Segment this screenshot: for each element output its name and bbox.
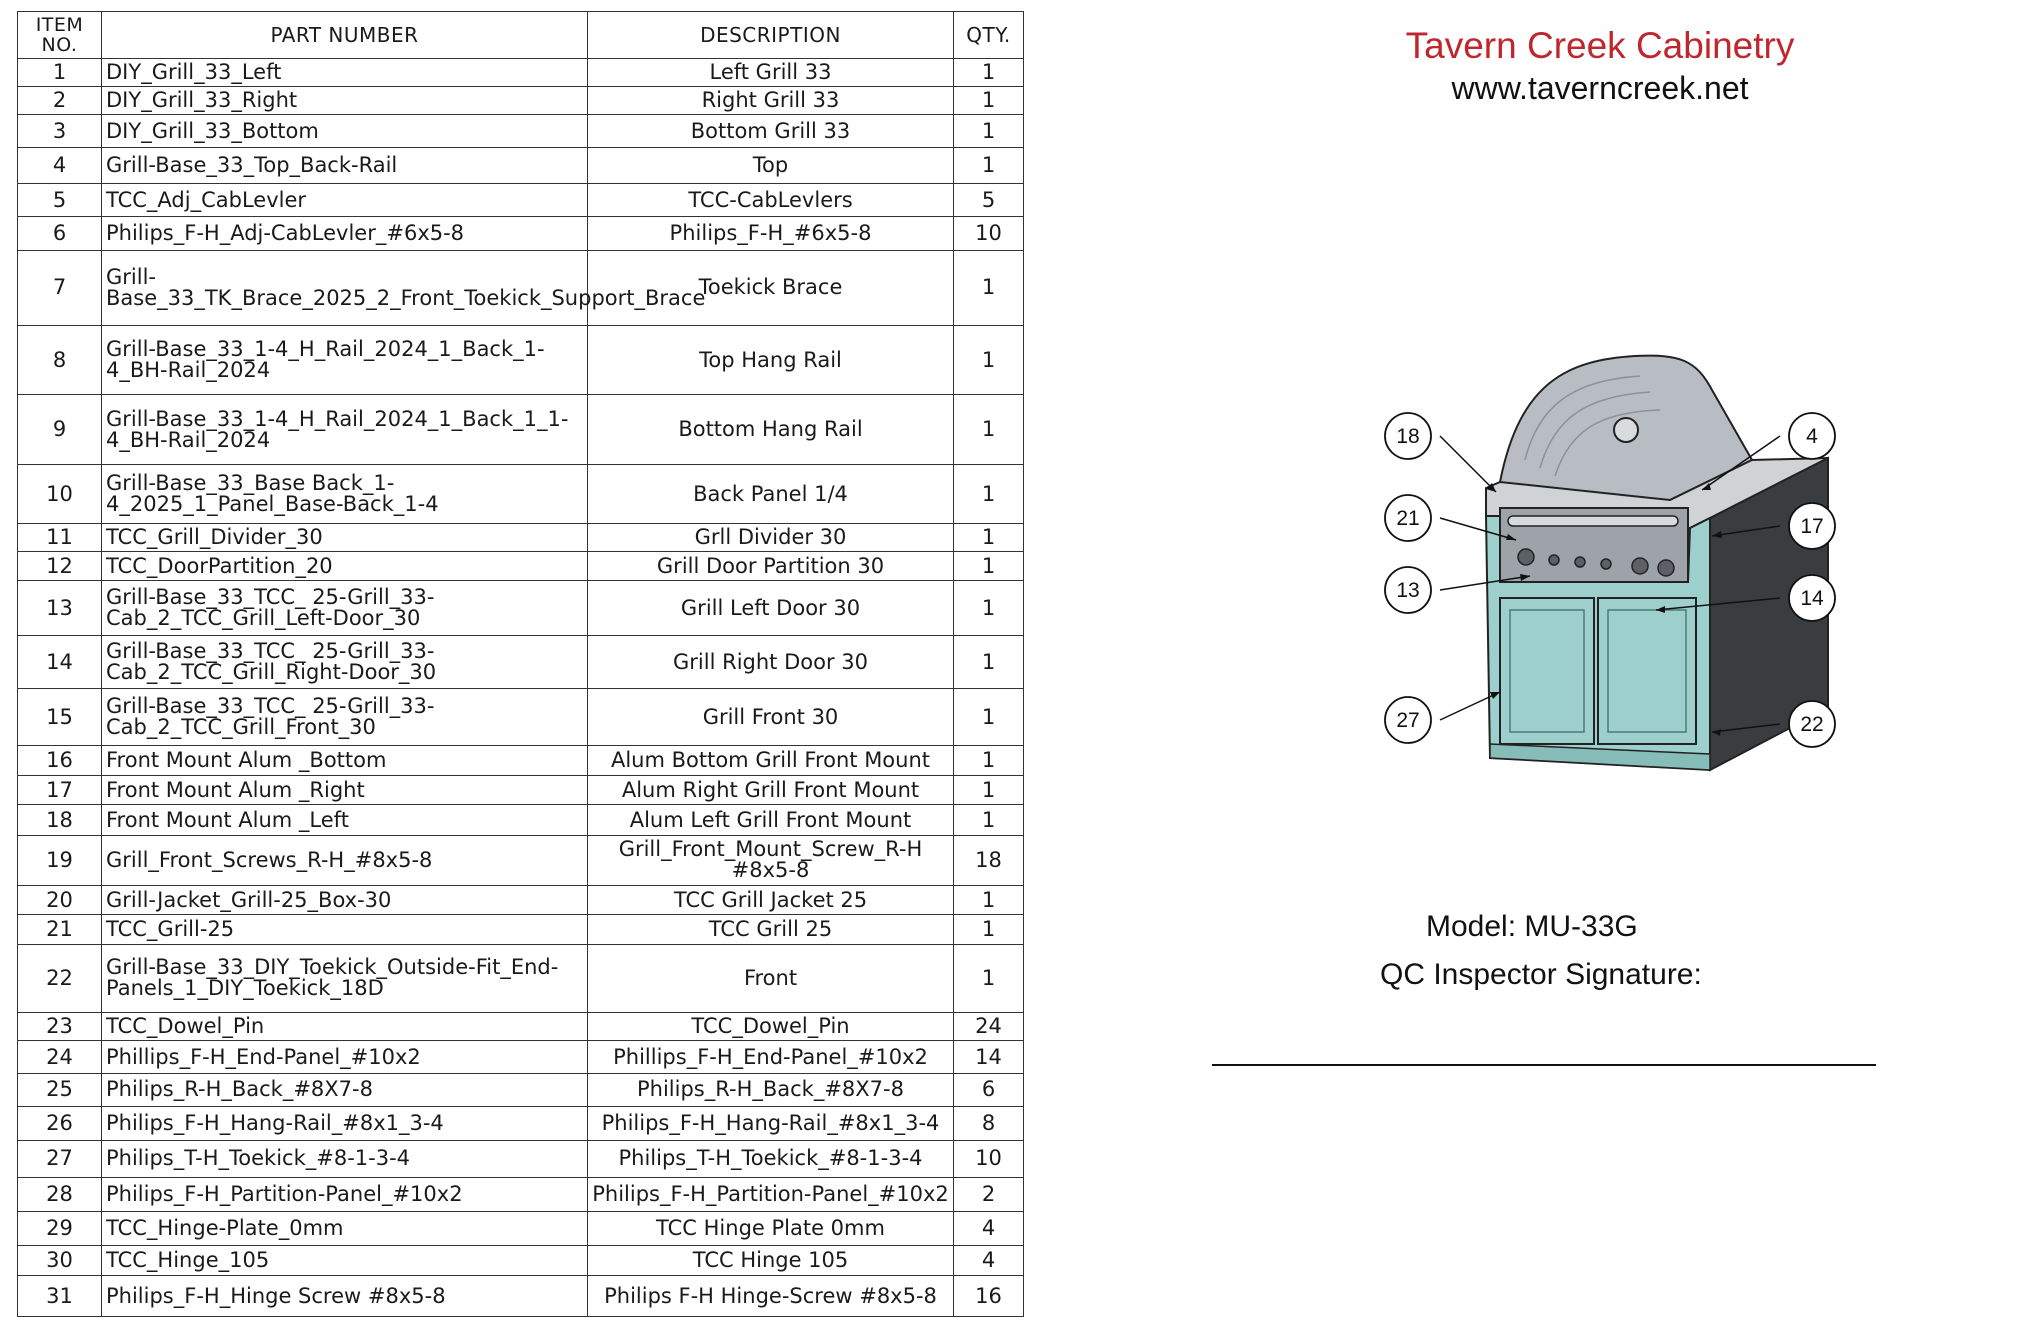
table-row — [18, 552, 1024, 581]
item-no-cell: 24 — [18, 1041, 102, 1073]
table-row — [18, 1141, 1024, 1177]
item-no-cell: 15 — [18, 689, 102, 745]
description-cell: Right Grill 33 — [588, 87, 954, 115]
signature-line — [1212, 1064, 1876, 1066]
table-row — [18, 1041, 1024, 1073]
table-row — [18, 835, 1024, 885]
item-no-cell: 29 — [18, 1211, 102, 1245]
table-row — [18, 1013, 1024, 1041]
table-row — [18, 1276, 1024, 1317]
company-website: www.taverncreek.net — [1451, 70, 1749, 106]
item-no-cell: 18 — [18, 805, 102, 835]
item-no-cell: 7 — [18, 250, 102, 326]
part-number-cell: Grill-Base_33_Base Back_1-4_2025_1_Panel_Base-Back_1-4 — [102, 465, 588, 524]
part-number-cell: Philips_F-H_Hinge Screw #8x5-8 — [102, 1276, 588, 1317]
qty-cell: 1 — [954, 886, 1024, 915]
qty-cell: 1 — [954, 250, 1024, 326]
item-no-cell: 20 — [18, 886, 102, 915]
part-number-cell: Philips_F-H_Hang-Rail_#8x1_3-4 — [102, 1106, 588, 1140]
description-cell: Grill Left Door 30 — [588, 581, 954, 635]
item-no-cell: 25 — [18, 1073, 102, 1106]
qty-cell: 1 — [954, 689, 1024, 745]
item-no-cell: 27 — [18, 1141, 102, 1177]
part-number-cell: Grill-Base_33_TCC_ 25-Grill_33-Cab_2_TCC_Grill_Left-Door_30 — [102, 581, 588, 635]
table-row — [18, 745, 1024, 775]
part-number-cell: TCC_Grill-25 — [102, 915, 588, 944]
header-item-no: ITEM NO. — [18, 12, 102, 59]
item-no-cell: 3 — [18, 115, 102, 147]
left-door — [1500, 598, 1594, 744]
item-no-cell: 26 — [18, 1106, 102, 1140]
item-no-cell: 9 — [18, 394, 102, 465]
grill-cabinet-drawing — [1340, 340, 1940, 800]
part-number-cell: Grill-Base_33_DIY_Toekick_Outside-Fit_End-Panels_1_DIY_Toekick_18D — [102, 944, 588, 1013]
table-header-row — [18, 12, 1024, 59]
item-no-cell: 10 — [18, 465, 102, 524]
part-number-cell: Philips_T-H_Toekick_#8-1-3-4 — [102, 1141, 588, 1177]
qty-cell: 1 — [954, 776, 1024, 805]
qty-cell: 1 — [954, 465, 1024, 524]
part-number-cell: TCC_Grill_Divider_30 — [102, 523, 588, 551]
qty-cell: 10 — [954, 217, 1024, 250]
table-row — [18, 217, 1024, 250]
table-row — [18, 87, 1024, 115]
part-number-cell: Grill-Base_33_1-4_H_Rail_2024_1_Back_1_1-4_BH-Rail_2024 — [102, 394, 588, 465]
description-cell: Bottom Hang Rail — [588, 394, 954, 465]
qty-cell: 5 — [954, 184, 1024, 217]
item-no-cell: 6 — [18, 217, 102, 250]
part-number-cell: Front Mount Alum _Bottom — [102, 745, 588, 775]
table-row — [18, 776, 1024, 805]
qty-cell: 14 — [954, 1041, 1024, 1073]
table-row — [18, 1211, 1024, 1245]
item-no-cell: 23 — [18, 1013, 102, 1041]
description-cell: Alum Right Grill Front Mount — [588, 776, 954, 805]
header-part-number: PART NUMBER — [102, 12, 588, 59]
item-no-cell: 19 — [18, 835, 102, 885]
callout-number: 13 — [1396, 579, 1420, 602]
part-number-cell: Front Mount Alum _Right — [102, 776, 588, 805]
qty-cell: 1 — [954, 523, 1024, 551]
table-row — [18, 523, 1024, 551]
description-cell: Philips F-H Hinge-Screw #8x5-8 — [588, 1276, 954, 1317]
qty-cell: 1 — [954, 581, 1024, 635]
description-cell: Phillips_F-H_End-Panel_#10x2 — [588, 1041, 954, 1073]
item-no-cell: 12 — [18, 552, 102, 581]
item-no-cell: 11 — [18, 523, 102, 551]
part-number-cell: Grill-Base_33_TCC_ 25-Grill_33-Cab_2_TCC_Grill_Right-Door_30 — [102, 635, 588, 688]
header-qty: QTY. — [954, 12, 1024, 59]
qty-cell: 6 — [954, 1073, 1024, 1106]
description-cell: Philips_F-H_#6x5-8 — [588, 217, 954, 250]
part-number-cell: Philips_F-H_Partition-Panel_#10x2 — [102, 1177, 588, 1211]
callout-number: 18 — [1396, 425, 1420, 448]
callout-number: 22 — [1800, 713, 1824, 736]
item-no-cell: 1 — [18, 59, 102, 87]
qty-cell: 1 — [954, 59, 1024, 87]
part-number-cell: Grill-Jacket_Grill-25_Box-30 — [102, 886, 588, 915]
description-cell: Grill Front 30 — [588, 689, 954, 745]
part-number-cell: Philips_R-H_Back_#8X7-8 — [102, 1073, 588, 1106]
qty-cell: 8 — [954, 1106, 1024, 1140]
part-number-cell: Grill-Base_33_TK_Brace_2025_2_Front_Toekick_Support_Brace — [102, 250, 588, 326]
item-no-cell: 17 — [18, 776, 102, 805]
qty-cell: 1 — [954, 915, 1024, 944]
description-cell: TCC-CabLevlers — [588, 184, 954, 217]
description-cell: Front — [588, 944, 954, 1013]
qty-cell: 1 — [954, 147, 1024, 183]
table-row — [18, 250, 1024, 326]
item-no-cell: 5 — [18, 184, 102, 217]
right-door — [1598, 598, 1696, 744]
qty-cell: 1 — [954, 944, 1024, 1013]
part-number-cell: TCC_DoorPartition_20 — [102, 552, 588, 581]
table-row — [18, 1246, 1024, 1276]
item-no-cell: 28 — [18, 1177, 102, 1211]
description-cell: Toekick Brace — [588, 250, 954, 326]
callout-number: 21 — [1396, 507, 1420, 530]
table-row — [18, 635, 1024, 688]
description-cell: Alum Bottom Grill Front Mount — [588, 745, 954, 775]
company-name: Tavern Creek Cabinetry — [1405, 25, 1795, 66]
table-row — [18, 465, 1024, 524]
qty-cell: 10 — [954, 1141, 1024, 1177]
table-row — [18, 1073, 1024, 1106]
qc-inspector-label: QC Inspector Signature: — [1380, 958, 1702, 991]
qty-cell: 1 — [954, 87, 1024, 115]
part-number-cell: TCC_Adj_CabLevler — [102, 184, 588, 217]
part-number-cell: DIY_Grill_33_Right — [102, 87, 588, 115]
description-cell: Philips_F-H_Partition-Panel_#10x2 — [588, 1177, 954, 1211]
table-row — [18, 886, 1024, 915]
qty-cell: 16 — [954, 1276, 1024, 1317]
table-body — [18, 59, 1024, 1317]
description-cell: TCC Grill 25 — [588, 915, 954, 944]
table-row — [18, 147, 1024, 183]
table-row — [18, 394, 1024, 465]
description-cell: Top Hang Rail — [588, 326, 954, 395]
callout-number: 14 — [1800, 587, 1824, 610]
item-no-cell: 22 — [18, 944, 102, 1013]
qty-cell: 2 — [954, 1177, 1024, 1211]
part-number-cell: Front Mount Alum _Left — [102, 805, 588, 835]
brand-block — [1320, 24, 1880, 108]
description-cell: Philips_T-H_Toekick_#8-1-3-4 — [588, 1141, 954, 1177]
description-cell: TCC Hinge Plate 0mm — [588, 1211, 954, 1245]
description-cell: Top — [588, 147, 954, 183]
bill-of-materials-table — [17, 11, 1024, 1317]
qty-cell: 1 — [954, 635, 1024, 688]
table-row — [18, 805, 1024, 835]
description-cell: Alum Left Grill Front Mount — [588, 805, 954, 835]
grill-handle — [1508, 516, 1678, 526]
description-cell: Philips_R-H_Back_#8X7-8 — [588, 1073, 954, 1106]
qty-cell: 1 — [954, 394, 1024, 465]
qty-cell: 1 — [954, 115, 1024, 147]
description-cell: Left Grill 33 — [588, 59, 954, 87]
item-no-cell: 2 — [18, 87, 102, 115]
description-cell: Grill Right Door 30 — [588, 635, 954, 688]
part-number-cell: DIY_Grill_33_Bottom — [102, 115, 588, 147]
item-no-cell: 21 — [18, 915, 102, 944]
qty-cell: 1 — [954, 745, 1024, 775]
table-row — [18, 59, 1024, 87]
table-row — [18, 184, 1024, 217]
table-row — [18, 1177, 1024, 1211]
item-no-cell: 14 — [18, 635, 102, 688]
table-row — [18, 326, 1024, 395]
description-cell: Grll Divider 30 — [588, 523, 954, 551]
item-no-cell: 16 — [18, 745, 102, 775]
thermometer-gauge — [1614, 418, 1638, 442]
item-no-cell: 13 — [18, 581, 102, 635]
part-number-cell: TCC_Hinge-Plate_0mm — [102, 1211, 588, 1245]
part-number-cell: Grill_Front_Screws_R-H_#8x5-8 — [102, 835, 588, 885]
part-number-cell: Grill-Base_33_1-4_H_Rail_2024_1_Back_1-4_BH-Rail_2024 — [102, 326, 588, 395]
header-description: DESCRIPTION — [588, 12, 954, 59]
qty-cell: 18 — [954, 835, 1024, 885]
description-cell: Philips_F-H_Hang-Rail_#8x1_3-4 — [588, 1106, 954, 1140]
part-number-cell: Phillips_F-H_End-Panel_#10x2 — [102, 1041, 588, 1073]
qty-cell: 1 — [954, 805, 1024, 835]
item-no-cell: 4 — [18, 147, 102, 183]
item-no-cell: 30 — [18, 1246, 102, 1276]
part-number-cell: DIY_Grill_33_Left — [102, 59, 588, 87]
table-row — [18, 689, 1024, 745]
part-number-cell: TCC_Dowel_Pin — [102, 1013, 588, 1041]
qty-cell: 1 — [954, 326, 1024, 395]
qty-cell: 4 — [954, 1246, 1024, 1276]
callout-number: 27 — [1396, 709, 1420, 732]
model-label: Model: MU-33G — [1426, 910, 1638, 943]
table-row — [18, 944, 1024, 1013]
description-cell: TCC Hinge 105 — [588, 1246, 954, 1276]
table-row — [18, 581, 1024, 635]
part-number-cell: Grill-Base_33_TCC_ 25-Grill_33-Cab_2_TCC_Grill_Front_30 — [102, 689, 588, 745]
part-number-cell: Philips_F-H_Adj-CabLevler_#6x5-8 — [102, 217, 588, 250]
part-number-cell: TCC_Hinge_105 — [102, 1246, 588, 1276]
qty-cell: 1 — [954, 552, 1024, 581]
part-number-cell: Grill-Base_33_Top_Back-Rail — [102, 147, 588, 183]
description-cell: Back Panel 1/4 — [588, 465, 954, 524]
description-cell: Bottom Grill 33 — [588, 115, 954, 147]
description-cell: TCC_Dowel_Pin — [588, 1013, 954, 1041]
description-cell: Grill_Front_Mount_Screw_R-H #8x5-8 — [588, 835, 954, 885]
description-cell: Grill Door Partition 30 — [588, 552, 954, 581]
qty-cell: 4 — [954, 1211, 1024, 1245]
qty-cell: 24 — [954, 1013, 1024, 1041]
table-row — [18, 115, 1024, 147]
table-row — [18, 1106, 1024, 1140]
callout-number: 17 — [1800, 515, 1824, 538]
description-cell: TCC Grill Jacket 25 — [588, 886, 954, 915]
item-no-cell: 31 — [18, 1276, 102, 1317]
item-no-cell: 8 — [18, 326, 102, 395]
callout-number: 4 — [1806, 425, 1818, 448]
table-row — [18, 915, 1024, 944]
